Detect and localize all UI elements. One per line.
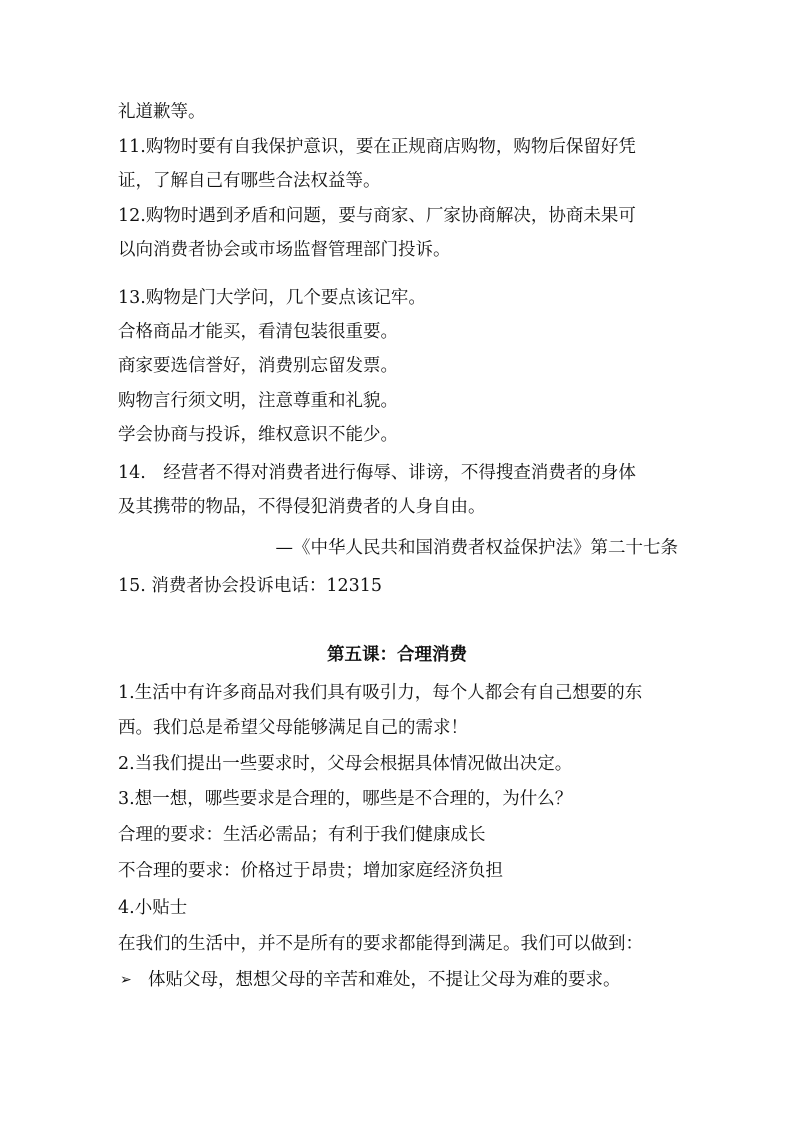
- item-11-line-1: 11.购物时要有自我保护意识，要在正规商店购物，购物后保留好凭: [118, 137, 636, 157]
- verse-line-4: 学会协商与投诉，维权意识不能少。: [118, 425, 398, 445]
- tips-line: 在我们的生活中，并不是所有的要求都能得到满足。我们可以做到：: [118, 934, 643, 954]
- text-line: 礼道歉等。: [118, 102, 206, 122]
- item-12-line-1: 12.购物时遇到矛盾和问题，要与商家、厂家协商解决，协商未果可: [118, 206, 636, 226]
- verse-line-2: 商家要选信誉好，消费别忘留发票。: [118, 356, 398, 376]
- lesson-title: 第五课：合理消费: [327, 645, 467, 665]
- reasonable-requests-line: 合理的要求：生活必需品；有利于我们健康成长: [118, 825, 486, 845]
- item-12-line-2: 以向消费者协会或市场监督管理部门投诉。: [118, 240, 451, 260]
- unreasonable-requests-line: 不合理的要求：价格过于昂贵；增加家庭经济负担: [118, 861, 503, 881]
- item-15-line: 15. 消费者协会投诉电话：12315: [118, 576, 383, 596]
- item-13-line: 13.购物是门大学问，几个要点该记牢。: [118, 288, 426, 308]
- verse-line-3: 购物言行须文明，注意尊重和礼貌。: [118, 391, 398, 411]
- law-citation: —《中华人民共和国消费者权益保护法》第二十七条: [275, 538, 678, 558]
- lesson-item-2-line: 2.当我们提出一些要求时，父母会根据具体情况做出决定。: [118, 754, 573, 774]
- bullet-item-line: 体贴父母，想想父母的辛苦和难处，不提让父母为难的要求。: [148, 970, 621, 990]
- arrow-bullet-icon: ➢: [120, 972, 132, 988]
- item-14-line-1: 14. 经营者不得对消费者进行侮辱、诽谤，不得搜查消费者的身体: [118, 463, 636, 483]
- tips-heading: 4.小贴士: [118, 898, 188, 918]
- item-14-line-2: 及其携带的物品，不得侵犯消费者的人身自由。: [118, 497, 486, 517]
- verse-line-1: 合格商品才能买，看清包装很重要。: [118, 322, 398, 342]
- lesson-item-3-line: 3.想一想，哪些要求是合理的，哪些是不合理的，为什么？: [118, 789, 573, 809]
- lesson-item-1-line-1: 1.生活中有许多商品对我们具有吸引力，每个人都会有自己想要的东: [118, 683, 643, 703]
- item-11-line-2: 证，了解自己有哪些合法权益等。: [118, 171, 381, 191]
- lesson-item-1-line-2: 西。我们总是希望父母能够满足自己的需求！: [118, 718, 468, 738]
